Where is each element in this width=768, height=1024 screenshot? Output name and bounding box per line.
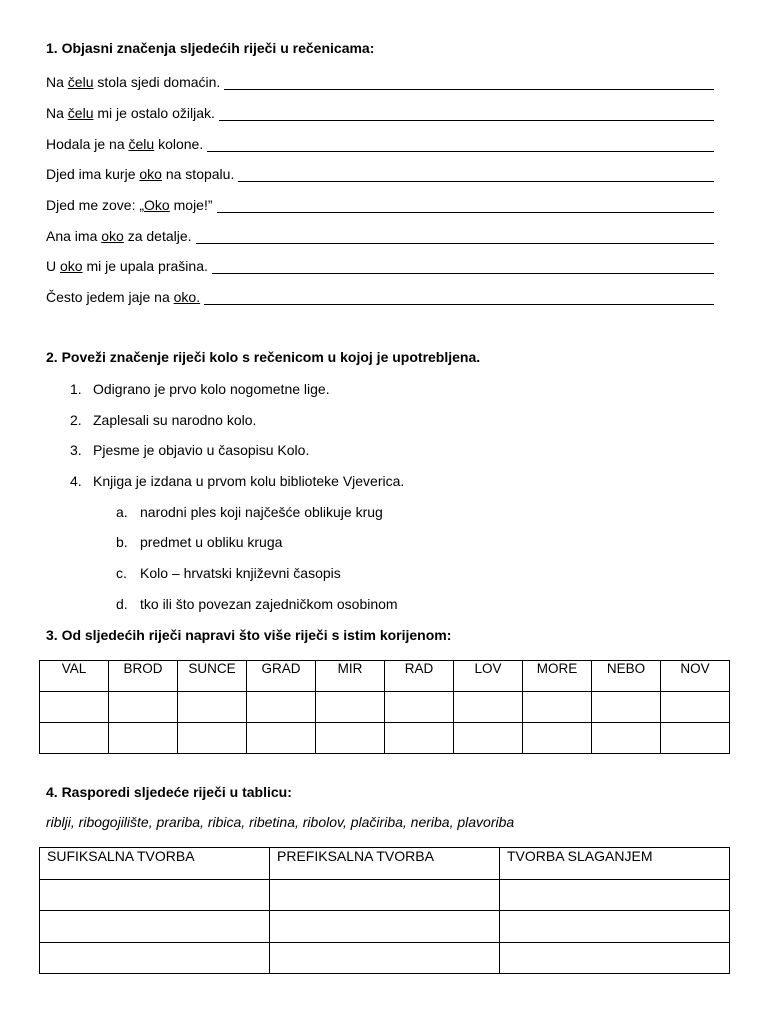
list-number: 3. bbox=[70, 442, 82, 459]
meaning-text: narodni ples koji najčešće oblikuje krug bbox=[140, 503, 383, 520]
answer-cell[interactable] bbox=[316, 723, 385, 754]
sentence-row bbox=[46, 220, 714, 251]
sentence-item bbox=[0, 435, 768, 466]
sentence-text: Knjiga je izdana u prvom kolu biblioteke Vjeverica. bbox=[93, 473, 405, 490]
highlighted-word: čelu bbox=[128, 135, 155, 152]
answer-cell[interactable] bbox=[500, 879, 730, 911]
sentence-text bbox=[46, 258, 208, 274]
sentence-end: kolone. bbox=[154, 135, 204, 152]
answer-cell[interactable] bbox=[454, 692, 523, 723]
sentence-row bbox=[46, 282, 714, 313]
answer-cell[interactable] bbox=[661, 692, 730, 723]
meaning-text: tko ili što povezan zajedničkom osobinom bbox=[140, 595, 398, 612]
highlighted-word: oko bbox=[139, 166, 162, 183]
answer-cell[interactable] bbox=[500, 911, 730, 943]
root-words-table bbox=[39, 660, 730, 754]
answer-cell[interactable] bbox=[270, 942, 500, 974]
answer-cell[interactable] bbox=[385, 723, 454, 754]
table-row bbox=[40, 692, 730, 723]
answer-cell[interactable] bbox=[270, 879, 500, 911]
answer-line[interactable] bbox=[224, 74, 714, 90]
sentence-end: mi je ostalo ožiljak. bbox=[93, 105, 215, 122]
table-header-row bbox=[40, 848, 730, 880]
table-header-cell: GRAD bbox=[247, 661, 316, 692]
answer-cell[interactable] bbox=[178, 692, 247, 723]
task-2-heading: 2. Poveži značenje riječi kolo s rečenicom u kojoj je upotrebljena. bbox=[46, 349, 481, 365]
sentence-row bbox=[46, 98, 714, 129]
list-number: 2. bbox=[70, 411, 82, 428]
answer-cell[interactable] bbox=[592, 723, 661, 754]
sentence-text bbox=[46, 289, 200, 305]
list-number: 4. bbox=[70, 473, 82, 490]
sentence-row bbox=[46, 251, 714, 282]
sentence-text bbox=[46, 228, 192, 244]
table-header-cell: TVORBA SLAGANJEM bbox=[500, 848, 730, 880]
sentence-end: stola sjedi domaćin. bbox=[93, 74, 221, 91]
sentence-start: Na bbox=[46, 74, 68, 91]
list-letter: b. bbox=[116, 534, 128, 551]
answer-cell[interactable] bbox=[385, 692, 454, 723]
matching-list bbox=[0, 374, 768, 620]
table-header-cell: MIR bbox=[316, 661, 385, 692]
meaning-item bbox=[0, 497, 768, 528]
sentence-item bbox=[0, 374, 768, 405]
sentence-start: Ana ima bbox=[46, 227, 102, 244]
answer-cell[interactable] bbox=[40, 942, 270, 974]
table-header-cell: SUNCE bbox=[178, 661, 247, 692]
answer-cell[interactable] bbox=[316, 692, 385, 723]
highlighted-word: oko bbox=[60, 258, 83, 275]
answer-line[interactable] bbox=[204, 289, 714, 305]
answer-cell[interactable] bbox=[40, 723, 109, 754]
sentence-text: Zaplesali su narodno kolo. bbox=[93, 411, 257, 428]
list-letter: a. bbox=[116, 503, 128, 520]
word-formation-table bbox=[39, 847, 730, 974]
answer-cell[interactable] bbox=[247, 692, 316, 723]
highlighted-word: čelu bbox=[67, 105, 94, 122]
answer-cell[interactable] bbox=[109, 692, 178, 723]
sentence-text bbox=[46, 105, 215, 121]
answer-line[interactable] bbox=[212, 258, 714, 274]
answer-cell[interactable] bbox=[109, 723, 178, 754]
sentence-text bbox=[46, 166, 234, 182]
sentence-start: U bbox=[46, 258, 60, 275]
answer-cell[interactable] bbox=[40, 911, 270, 943]
task-1-heading: 1. Objasni značenja sljedećih riječi u rečenicama: bbox=[46, 40, 375, 56]
sentence-end: mi je upala prašina. bbox=[82, 258, 208, 275]
sentence-row bbox=[46, 190, 714, 221]
task-4-heading: 4. Rasporedi sljedeće riječi u tablicu: bbox=[46, 784, 292, 800]
list-letter: d. bbox=[116, 595, 128, 612]
table-header-row bbox=[40, 661, 730, 692]
sentence-start: Hodala je na bbox=[46, 135, 129, 152]
meaning-item bbox=[0, 527, 768, 558]
meaning-text: predmet u obliku kruga bbox=[140, 534, 283, 551]
table-header-cell: NEBO bbox=[592, 661, 661, 692]
task-3-heading: 3. Od sljedećih riječi napravi što više riječi s istim korijenom: bbox=[46, 627, 452, 643]
table-row bbox=[40, 879, 730, 911]
sentence-row bbox=[46, 159, 714, 190]
answer-cell[interactable] bbox=[40, 879, 270, 911]
sentence-start: Djed ima kurje bbox=[46, 166, 140, 183]
sentence-item bbox=[0, 405, 768, 436]
answer-cell[interactable] bbox=[500, 942, 730, 974]
answer-line[interactable] bbox=[217, 197, 714, 213]
sentence-start: Na bbox=[46, 105, 68, 122]
table-header-cell: RAD bbox=[385, 661, 454, 692]
answer-cell[interactable] bbox=[661, 723, 730, 754]
table-row bbox=[40, 942, 730, 974]
answer-cell[interactable] bbox=[40, 692, 109, 723]
answer-cell[interactable] bbox=[178, 723, 247, 754]
list-letter: c. bbox=[116, 565, 127, 582]
sentence-start: Djed me zove: „ bbox=[46, 197, 145, 214]
sentence-end: na stopalu. bbox=[161, 166, 235, 183]
sentence-text bbox=[46, 197, 213, 213]
answer-cell[interactable] bbox=[270, 911, 500, 943]
word-list: riblji, ribogojilište, prariba, ribica, ribetina, ribolov, plačiriba, neriba, plavoriba bbox=[46, 814, 515, 830]
sentence-end: za detalje. bbox=[123, 227, 192, 244]
table-header-cell: LOV bbox=[454, 661, 523, 692]
table-header-cell: NOV bbox=[661, 661, 730, 692]
meaning-item bbox=[0, 589, 768, 620]
sentence-list bbox=[46, 67, 714, 313]
answer-line[interactable] bbox=[219, 105, 714, 121]
sentence-text: Odigrano je prvo kolo nogometne lige. bbox=[93, 381, 330, 397]
sentence-item bbox=[0, 466, 768, 497]
answer-cell[interactable] bbox=[454, 723, 523, 754]
table-header-cell: PREFIKSALNA TVORBA bbox=[270, 848, 500, 880]
answer-cell[interactable] bbox=[247, 723, 316, 754]
sentence-start: Često jedem jaje na bbox=[46, 289, 174, 306]
highlighted-word: oko. bbox=[173, 289, 201, 306]
sentence-row bbox=[46, 128, 714, 159]
answer-line[interactable] bbox=[196, 228, 714, 244]
answer-line[interactable] bbox=[238, 166, 714, 182]
table-header-cell: VAL bbox=[40, 661, 109, 692]
answer-cell[interactable] bbox=[523, 692, 592, 723]
sentence-text bbox=[46, 74, 220, 90]
highlighted-word: oko bbox=[101, 227, 124, 244]
table-row bbox=[40, 723, 730, 754]
list-number: 1. bbox=[70, 381, 82, 397]
table-row bbox=[40, 911, 730, 943]
highlighted-word: čelu bbox=[67, 74, 94, 91]
table-header-cell: MORE bbox=[523, 661, 592, 692]
answer-cell[interactable] bbox=[523, 723, 592, 754]
sentence-row bbox=[46, 67, 714, 98]
sentence-text: Pjesme je objavio u časopisu Kolo. bbox=[93, 442, 310, 459]
highlighted-word: Oko bbox=[144, 197, 170, 214]
meaning-text: Kolo – hrvatski književni časopis bbox=[140, 565, 341, 582]
sentence-text bbox=[46, 136, 203, 152]
meaning-item bbox=[0, 558, 768, 589]
answer-line[interactable] bbox=[207, 136, 714, 152]
answer-cell[interactable] bbox=[592, 692, 661, 723]
table-header-cell: BROD bbox=[109, 661, 178, 692]
table-header-cell: SUFIKSALNA TVORBA bbox=[40, 848, 270, 880]
sentence-end: moje!” bbox=[169, 197, 213, 214]
